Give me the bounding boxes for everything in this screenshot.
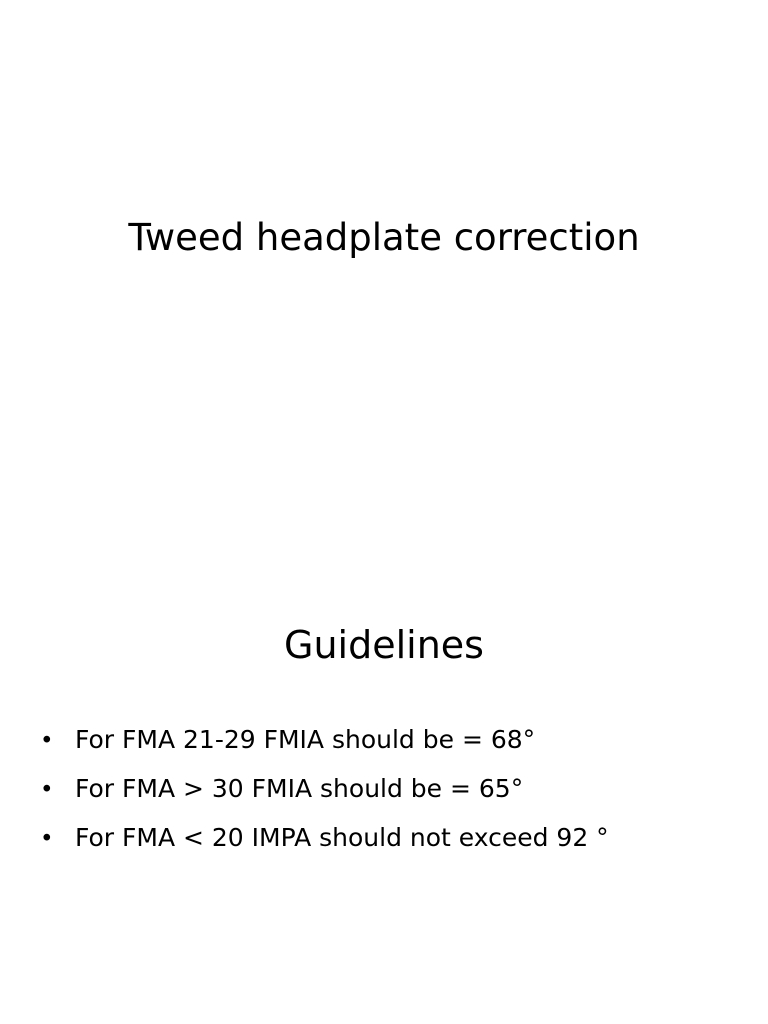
bullet-text: For FMA < 20 IMPA should not exceed 92 ° xyxy=(75,823,609,852)
slide-title: Tweed headplate correction xyxy=(128,216,640,259)
list-item xyxy=(40,716,748,765)
list-item xyxy=(40,765,748,814)
slide-2 xyxy=(0,512,768,1024)
bullet-list xyxy=(40,716,748,863)
bullet-icon: • xyxy=(40,728,54,754)
bullet-icon: • xyxy=(40,777,54,803)
bullet-text: For FMA 21-29 FMIA should be = 68° xyxy=(75,725,536,754)
slide-title: Guidelines xyxy=(284,623,484,667)
list-item xyxy=(40,814,748,863)
bullet-text: For FMA > 30 FMIA should be = 65° xyxy=(75,774,524,803)
bullet-icon: • xyxy=(40,826,54,852)
